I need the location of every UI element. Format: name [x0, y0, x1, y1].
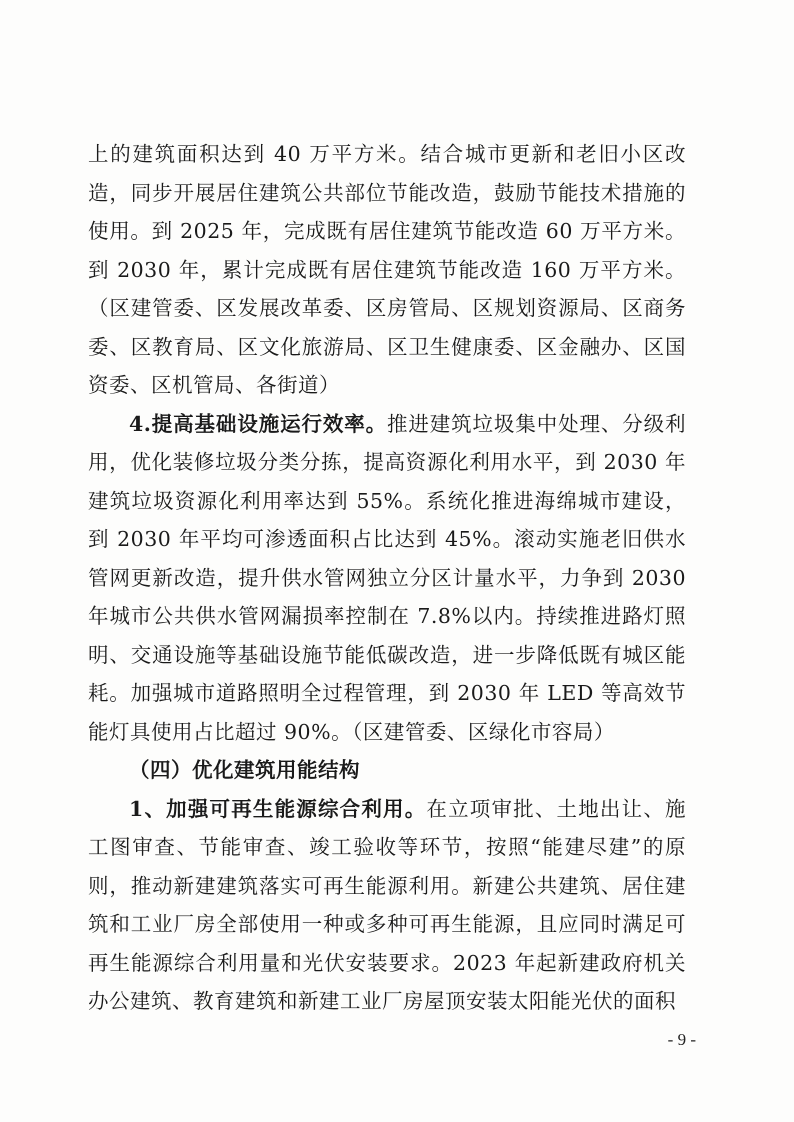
paragraph-lead-heading: 1、加强可再生能源综合利用。	[129, 796, 427, 821]
paragraph-lead-heading: 4.提高基础设施运行效率。	[129, 411, 388, 436]
paragraph-continued: 上的建筑面积达到 40 万平方米。结合城市更新和老旧小区改造，同步开展居住建筑公共部位节能改造，鼓励节能技术措施的使用。到 2025 年，完成既有居住建筑节能改造 60 万平方米。到 2030 年，累计完成既有居住建筑节能改造 160 万平方米。（区建管委、区发展改革委、区房管局、区规划资源局、区商务委、区教育局、区文化旅游局、区卫生健康委、区金融办、区国资委、区机管局、各街道）	[88, 142, 686, 397]
paragraph-body-text: 在立项审批、土地出让、施工图审查、节能审查、竣工验收等环节，按照“能建尽建”的原则，推动新建建筑落实可再生能源利用。新建公共建筑、居住建筑和工业厂房全部使用一种或多种可再生能源，且应同时满足可再生能源综合利用量和光伏安装要求。2023 年起新建政府机关办公建筑、教育建筑和新建工业厂房屋顶安装太阳能光伏的面积	[88, 796, 687, 1013]
paragraph-body-text: 推进建筑垃圾集中处理、分级利用，优化装修垃圾分类分拣，提高资源化利用水平，到 2030 年建筑垃圾资源化利用率达到 55%。系统化推进海绵城市建设，到 2030 年平均可渗透面积占比达到 45%。滚动实施老旧供水管网更新改造，提升供水管网独立分区计量水平，力争到 2030 年城市公共供水管网漏损率控制在 7.8%以内。持续推进路灯照明、交通设施等基础设施节能低碳改造，进一步降低既有城区能耗。加强城市道路照明全过程管理，到 2030 年 LED 等高效节能灯具使用占比超过 90%。（区建管委、区绿化市容局）	[88, 411, 687, 744]
paragraph-renewable-energy	[88, 790, 686, 1021]
paragraph-infrastructure-efficiency	[88, 405, 686, 752]
section-heading: （四）优化建筑用能结构	[129, 758, 360, 782]
page-number: - 9 -	[667, 1030, 696, 1049]
document-body	[88, 135, 686, 1021]
